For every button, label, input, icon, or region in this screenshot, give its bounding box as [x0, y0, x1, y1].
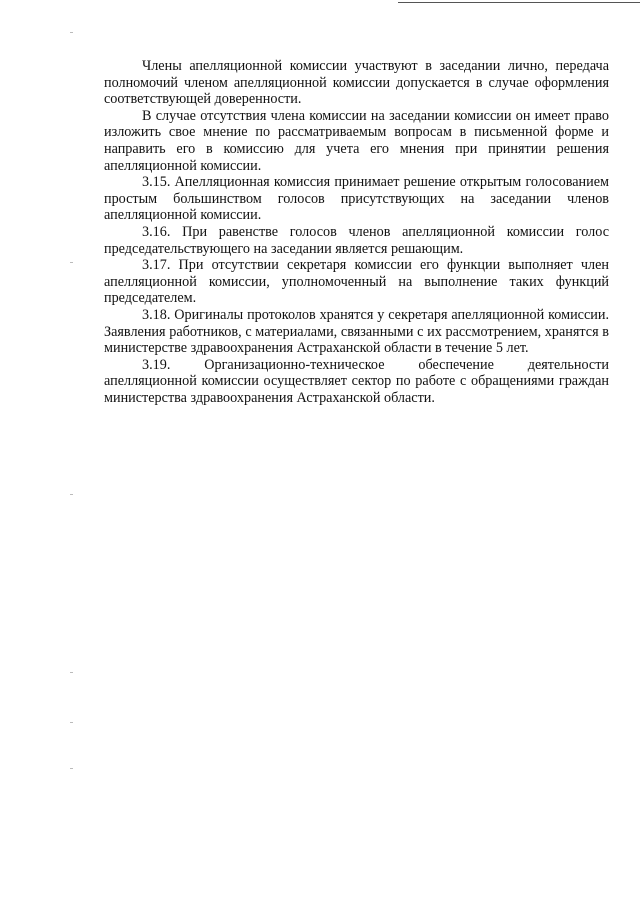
scan-mark: [70, 32, 73, 33]
document-body: [104, 58, 609, 406]
scan-mark: [70, 768, 73, 769]
scan-mark: [70, 262, 73, 263]
scan-mark: [70, 672, 73, 673]
paragraph-3-16: 3.16. При равенстве голосов членов апелляционной комиссии голос председательствующего на заседании является решающим.: [104, 223, 609, 257]
scan-mark: [70, 722, 73, 723]
paragraph-3-17: 3.17. При отсутствии секретаря комиссии его функции выполняет член апелляционной комиссии, уполномоченный на выполнение таких функций председателем.: [104, 257, 609, 307]
top-edge-rule: [398, 2, 640, 3]
paragraph-personal-participation: Члены апелляционной комиссии участвуют в заседании лично, передача полномочий членом апелляционной комиссии допускается в случае оформления соответствующей доверенности.: [104, 58, 609, 108]
paragraph-written-opinion: В случае отсутствия члена комиссии на заседании комиссии он имеет право изложить свое мнение по рассматриваемым вопросам в письменной форме и направить его в комиссию для учета его мнения при принятии решения апелляционной комиссии.: [104, 107, 609, 174]
scan-mark: [70, 494, 73, 495]
paragraph-3-18: 3.18. Оригиналы протоколов хранятся у секретаря апелляционной комиссии. Заявления работников, с материалами, связанными с их рассмотрением, хранятся в министерстве здравоохранения Астраханской области в течение 5 лет.: [104, 306, 609, 357]
paragraph-3-15: 3.15. Апелляционная комиссия принимает решение открытым голосованием простым большинством голосов присутствующих на заседании членов апелляционной комиссии.: [104, 174, 609, 224]
paragraph-3-19: 3.19. Организационно-техническое обеспечение деятельности апелляционной комиссии осуществляет сектор по работе с обращениями граждан министерства здравоохранения Астраханской области.: [104, 356, 609, 406]
